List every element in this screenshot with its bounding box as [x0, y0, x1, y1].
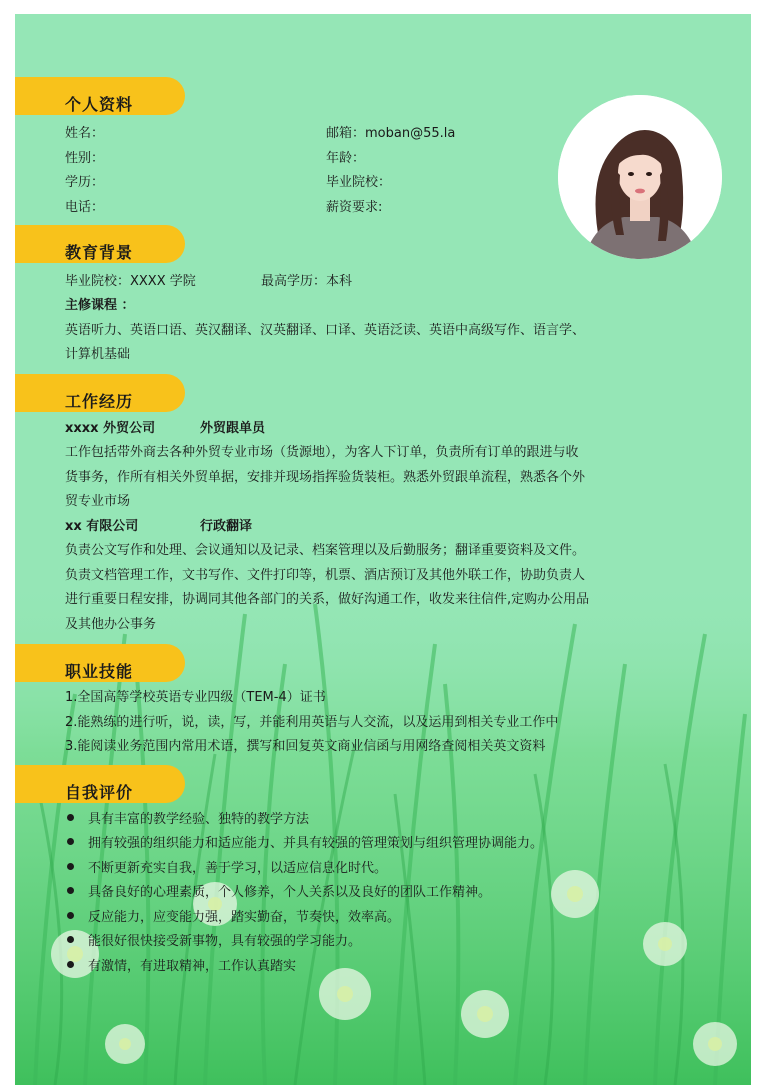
bullet-icon — [67, 936, 74, 943]
section-title: 教育背景 — [65, 243, 134, 262]
field-education: 学历： — [65, 175, 105, 190]
self-eval-item: 能很好很快接受新事物，具有较强的学习能力。 — [88, 934, 362, 949]
section-title: 工作经历 — [65, 392, 134, 411]
highest-degree: 最高学历：本科 — [261, 274, 353, 289]
field-salary: 薪资要求: — [326, 200, 383, 215]
self-eval-item: 具有丰富的教学经验、独特的教学方法 — [88, 812, 310, 827]
section-header-education — [15, 225, 185, 263]
section-header-work — [15, 374, 185, 412]
job-desc-line: 负责文档管理工作，文书写作、文件打印等，机票、酒店预订及其他外联工作，协助负责人 — [65, 568, 586, 583]
self-eval-item: 有激情，有进取精神，工作认真踏实 — [88, 959, 297, 974]
field-name: 姓名： — [65, 126, 105, 141]
job-position: 行政翻译 — [200, 519, 253, 534]
bullet-icon — [67, 863, 74, 870]
job-desc-line: 进行重要日程安排，协调同其他各部门的关系，做好沟通工作，收发来往信件,定购办公用品 — [65, 592, 590, 607]
section-header-self-evaluation — [15, 765, 185, 803]
field-age: 年龄： — [326, 151, 366, 166]
job-company: xxxx 外贸公司 — [65, 421, 156, 436]
job-desc-line: 货事务，作所有相关外贸单据，安排并现场指挥验货装柜。熟悉外贸跟单流程，熟悉各个外 — [65, 470, 586, 485]
bullet-icon — [67, 887, 74, 894]
skill-item: 1.全国高等学校英语专业四级（TEM-4）证书 — [65, 690, 326, 705]
section-title: 自我评价 — [65, 783, 134, 802]
graduate-school: 毕业院校：XXXX 学院 — [65, 274, 196, 289]
job-desc-line: 及其他办公事务 — [65, 617, 157, 632]
skill-item: 2.能熟练的进行听，说，读，写，并能利用英语与人交流，以及运用到相关专业工作中 — [65, 715, 559, 730]
courses-line: 英语听力、英语口语、英汉翻译、汉英翻译、口译、英语泛读、英语中高级写作、语言学、 — [65, 323, 586, 338]
job-desc-line: 工作包括带外商去各种外贸专业市场（货源地），为客人下订单，负责所有订单的跟进与收 — [65, 445, 579, 460]
self-eval-item: 拥有较强的组织能力和适应能力、并具有较强的管理策划与组织管理协调能力。 — [88, 836, 544, 851]
job-company: xx 有限公司 — [65, 519, 139, 534]
self-eval-item: 反应能力，应变能力强，踏实勤奋，节奏快，效率高。 — [88, 910, 401, 925]
bullet-icon — [67, 961, 74, 968]
resume-page — [15, 14, 751, 1085]
courses-label: 主修课程 ： — [65, 298, 135, 313]
field-school: 毕业院校： — [326, 175, 392, 190]
portrait-photo-icon — [558, 95, 722, 259]
bullet-icon — [67, 838, 74, 845]
portrait-photo — [558, 95, 722, 259]
courses-line: 计算机基础 — [65, 347, 131, 362]
job-position: 外贸跟单员 — [200, 421, 266, 436]
bullet-icon — [67, 814, 74, 821]
field-email: 邮箱：moban@55.la — [326, 126, 456, 141]
field-gender: 性别： — [65, 151, 105, 166]
section-header-skills — [15, 644, 185, 682]
self-eval-item: 具备良好的心理素质，个人修养，个人关系以及良好的团队工作精神。 — [88, 885, 492, 900]
job-desc-line: 负责公文写作和处理、会议通知以及记录、档案管理以及后勤服务；翻译重要资料及文件。 — [65, 543, 586, 558]
section-title: 个人资料 — [65, 95, 134, 114]
section-title: 职业技能 — [65, 662, 134, 681]
job-desc-line: 贸专业市场 — [65, 494, 131, 509]
field-phone: 电话： — [65, 200, 105, 215]
section-header-personal — [15, 77, 185, 115]
self-eval-item: 不断更新充实自我，善于学习，以适应信息化时代。 — [88, 861, 388, 876]
bullet-icon — [67, 912, 74, 919]
skill-item: 3.能阅读业务范围内常用术语，撰写和回复英文商业信函与用网络查阅相关英文资料 — [65, 739, 546, 754]
